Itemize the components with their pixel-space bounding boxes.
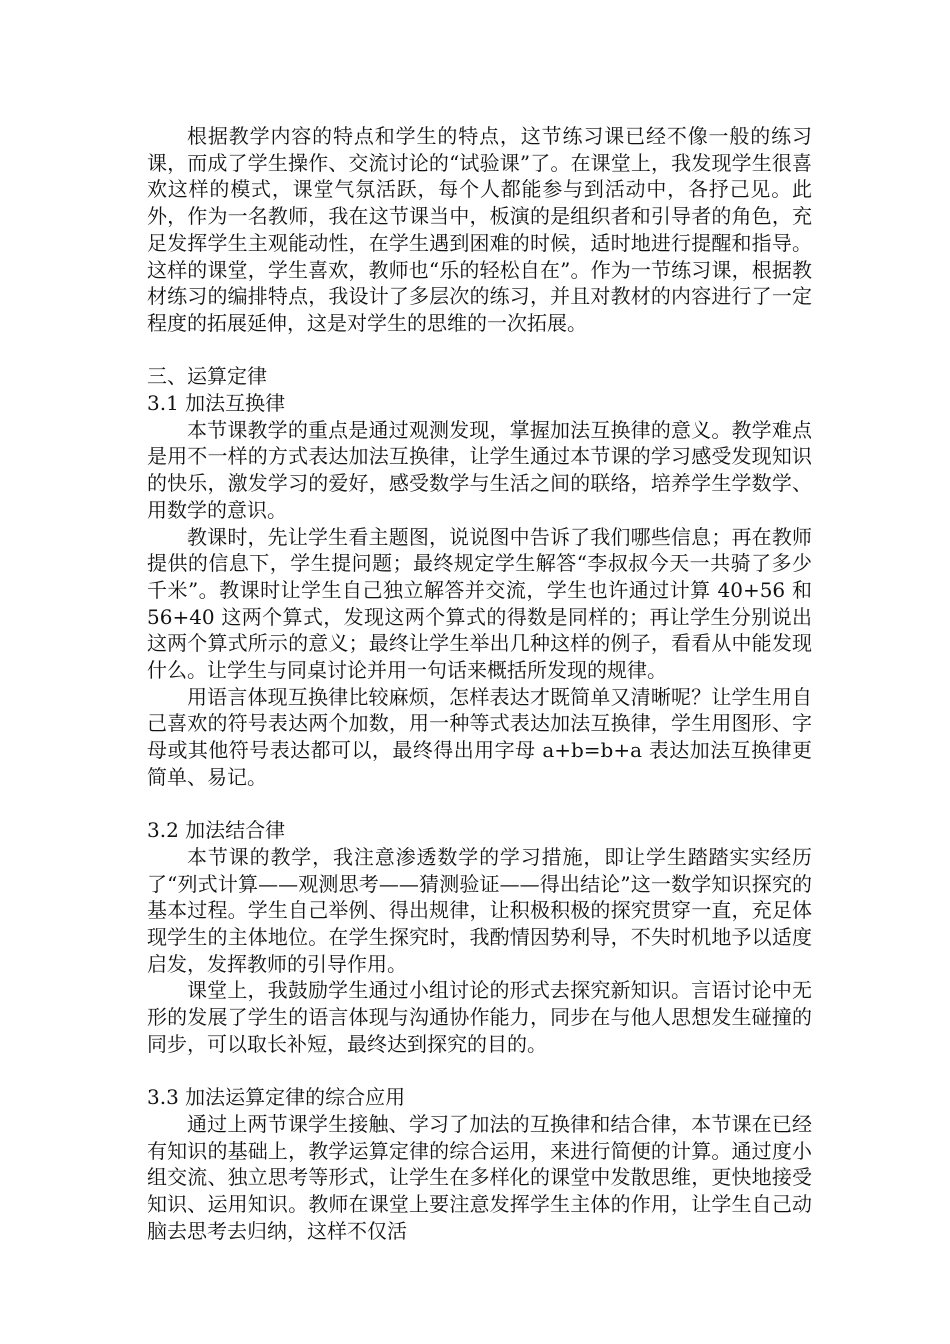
spacer bbox=[147, 791, 812, 818]
paragraph-commutative-expression: 用语言体现互换律比较麻烦，怎样表达才既简单又清晰呢？让学生用自己喜欢的符号表达两个加数，用一种等式表达加法互换律，学生用图形、字母或其他符号表达都可以，最终得出用字母 a+b=b+a 表达加法互换律更简单、易记。 bbox=[147, 684, 812, 789]
section-heading-operation-laws: 三、运算定律 bbox=[147, 364, 267, 389]
subsection-heading-3-2: 3.2 加法结合律 bbox=[147, 818, 286, 843]
paragraph-commutative-teaching: 教课时，先让学生看主题图，说说图中告诉了我们哪些信息；再在教师提供的信息下，学生提问题；最终规定学生解答“李叔叔今天一共骑了多少千米”。教课时让学生自己独立解答并交流，学生也许通过计算 40+56 和 56+40 这两个算式，发现这两个算式的得数是同样的；再让学生分别说出这两个算式所示的意义；最终让学生举出几种这样的例子，看看从中能发现什么。让学生与同桌讨论并用一句话来概括所发现的规律。 bbox=[147, 524, 812, 683]
spacer bbox=[147, 1058, 812, 1085]
paragraph-practice-class-reflection: 根据教学内容的特点和学生的特点，这节练习课已经不像一般的练习课，而成了学生操作、交流讨论的“试验课”了。在课堂上，我发现学生很喜欢这样的模式，课堂气氛活跃，每个人都能参与到活动中，各抒己见。此外，作为一名教师，我在这节课当中，板演的是组织者和引导者的角色，充足发挥学生主观能动性，在学生遇到困难的时候，适时地进行提醒和指导。这样的课堂，学生喜欢，教师也“乐的轻松自在”。作为一节练习课，根据教材练习的编排特点，我设计了多层次的练习，并且对教材的内容进行了一定程度的拓展延伸，这是对学生的思维的一次拓展。 bbox=[147, 124, 812, 335]
spacer bbox=[147, 337, 812, 364]
subsection-heading-3-1: 3.1 加法互换律 bbox=[147, 391, 286, 416]
paragraph-associative-method: 本节课的教学，我注意渗透数学的学习措施，即让学生踏踏实实经历了“列式计算——观测思考——猜测验证——得出结论”这一数学知识探究的基本过程。学生自己举例、得出规律，让积极积极的探究贯穿一直，充足体现学生的主体地位。在学生探究时，我酌情因势利导，不失时机地予以适度启发，发挥教师的引导作用。 bbox=[147, 844, 812, 976]
subsection-heading-3-3: 3.3 加法运算定律的综合应用 bbox=[147, 1085, 406, 1110]
paragraph-associative-discussion: 课堂上，我鼓励学生通过小组讨论的形式去探究新知识。言语讨论中无形的发展了学生的语言体现与沟通协作能力，同步在与他人思想发生碰撞的同步，可以取长补短，最终达到探究的目的。 bbox=[147, 978, 812, 1056]
document-page bbox=[147, 123, 812, 1244]
paragraph-commutative-focus: 本节课教学的重点是通过观测发现，掌握加法互换律的意义。教学难点是用不一样的方式表达加法互换律，让学生通过本节课的学习感受发现知识的快乐，激发学习的爱好，感受数学与生活之间的联络，培养学生学数学、用数学的意识。 bbox=[147, 417, 812, 522]
paragraph-combined-application: 通过上两节课学生接触、学习了加法的互换律和结合律，本节课在已经有知识的基础上，教学运算定律的综合运用，来进行简便的计算。通过度小组交流、独立思考等形式，让学生在多样化的课堂中发散思维，更快地接受知识、运用知识。教师在课堂上要注意发挥学生主体的作用，让学生自己动脑去思考去归纳，这样不仅活 bbox=[147, 1111, 812, 1243]
